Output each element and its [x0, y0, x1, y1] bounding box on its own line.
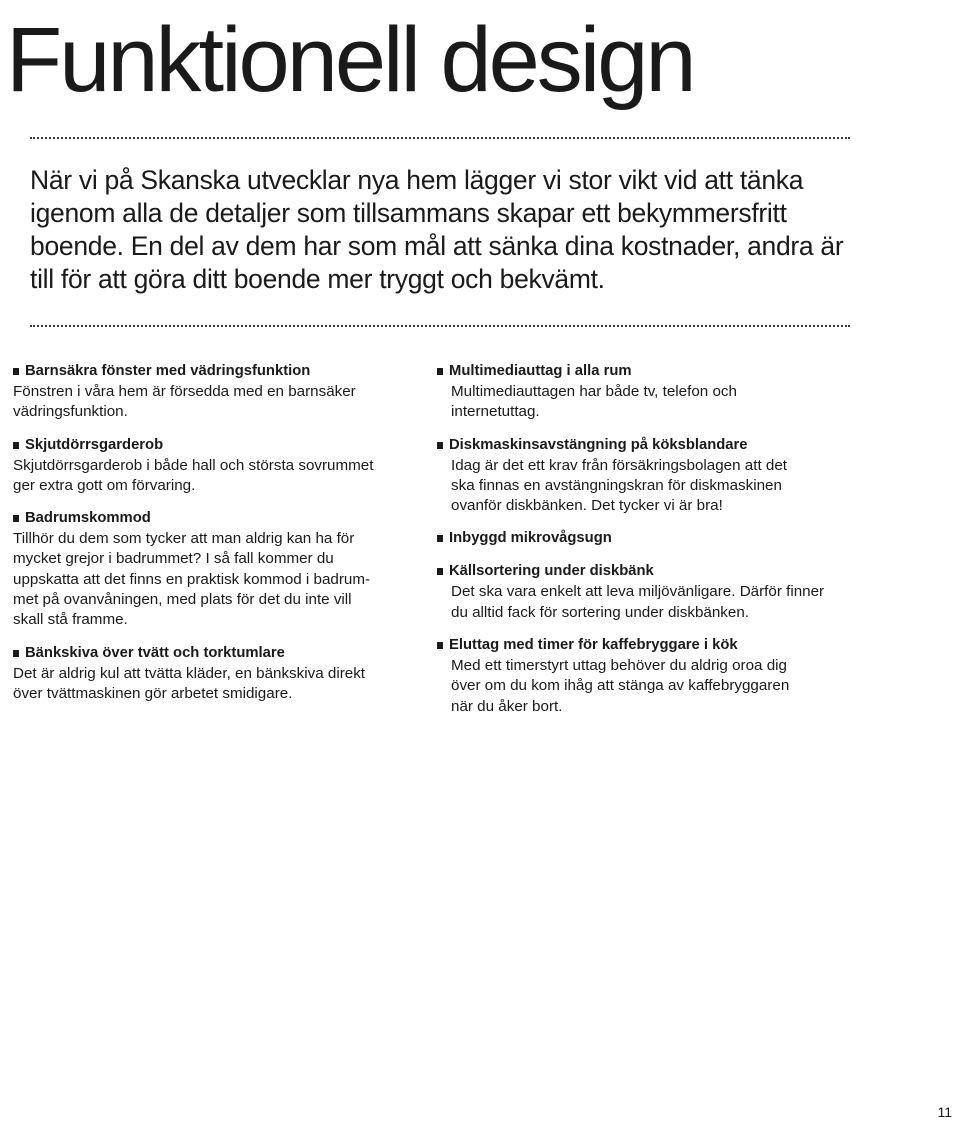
- feature-heading: Källsortering under diskbänk: [449, 563, 654, 580]
- description-line: Det är aldrig kul att tvätta kläder, en bänkskiva direkt: [13, 664, 366, 682]
- square-bullet-icon: [437, 535, 443, 542]
- feature-description: [13, 664, 413, 705]
- description-line: Skjutdörrsgarderob i både hall och största sovrummet: [13, 456, 374, 474]
- feature-description: [437, 656, 857, 717]
- feature-item: [13, 643, 413, 705]
- description-line: Fönstren i våra hem är försedda med en barnsäker: [13, 383, 356, 400]
- description-line: mycket grejor i badrummet? I så fall kommer du: [13, 550, 334, 568]
- square-bullet-icon: [437, 642, 443, 649]
- description-line: Multimediauttagen har både tv, telefon och: [451, 383, 737, 400]
- feature-description: [437, 456, 857, 517]
- description-line: internetuttag.: [451, 403, 540, 421]
- description-line: över om du kom ihåg att stänga av kaffebryggaren: [451, 677, 790, 695]
- description-line: Med ett timerstyrt uttag behöver du aldrig oroa dig: [451, 657, 787, 675]
- description-line: ger extra gott om förvaring.: [13, 476, 196, 494]
- dotted-divider-middle: [30, 325, 850, 327]
- square-bullet-icon: [13, 442, 19, 449]
- description-line: när du åker bort.: [451, 697, 563, 715]
- dotted-divider-top: [30, 137, 850, 139]
- feature-heading: Barnsäkra fönster med vädringsfunktion: [25, 363, 311, 379]
- feature-item: [13, 435, 413, 497]
- description-line: met på ovanvåningen, med plats för det du inte vill: [13, 591, 352, 609]
- feature-description: [437, 382, 857, 423]
- description-line: uppskatta att det finns en praktisk kommod i badrum-: [13, 570, 371, 588]
- feature-heading: Diskmaskinsavstängning på köksblandare: [449, 436, 748, 453]
- right-column: [437, 361, 857, 729]
- feature-heading: Multimediauttag i alla rum: [449, 363, 632, 379]
- square-bullet-icon: [13, 650, 19, 657]
- feature-description: [13, 529, 413, 630]
- feature-description: [437, 582, 857, 623]
- description-line: vädringsfunktion.: [13, 403, 128, 421]
- description-line: Det ska vara enkelt att leva miljövänligare. Därför finner: [451, 583, 825, 601]
- feature-item: [13, 361, 413, 423]
- feature-heading: Badrumskommod: [25, 510, 151, 527]
- square-bullet-icon: [13, 515, 19, 522]
- square-bullet-icon: [437, 442, 443, 449]
- feature-item: [13, 508, 413, 630]
- feature-description: [13, 456, 413, 497]
- feature-item: [437, 561, 857, 623]
- feature-heading: Inbyggd mikrovågsugn: [449, 530, 612, 547]
- feature-item: [437, 435, 857, 517]
- feature-item: [437, 361, 857, 423]
- square-bullet-icon: [437, 568, 443, 575]
- square-bullet-icon: [13, 368, 19, 375]
- description-line: Tillhör du dem som tycker att man aldrig kan ha för: [13, 530, 355, 548]
- feature-item: [437, 528, 857, 549]
- page-title: Funktionell design: [6, 9, 694, 111]
- description-line: skall stå framme.: [13, 611, 128, 629]
- left-column: [13, 361, 413, 716]
- feature-heading: Bänkskiva över tvätt och torktumlare: [25, 644, 285, 661]
- feature-description: [13, 382, 413, 423]
- feature-heading: Skjutdörrsgarderob: [25, 436, 164, 453]
- feature-item: [437, 635, 857, 717]
- description-line: du alltid fack för sortering under diskbänken.: [451, 603, 750, 621]
- square-bullet-icon: [437, 368, 443, 375]
- description-line: Idag är det ett krav från försäkringsbolagen att det: [451, 456, 788, 474]
- intro-paragraph: När vi på Skanska utvecklar nya hem lägger vi stor vikt vid att tänka igenom alla de detaljer som tillsammans skapar ett bekymmersfritt boende. En del av dem har som mål att sänka dina kostnader, andra är till för att göra ditt boende mer tryggt och bekvämt.: [30, 165, 844, 294]
- description-line: ska finnas en avstängningskran för diskmaskinen: [451, 476, 782, 494]
- description-line: ovanför diskbänken. Det tycker vi är bra!: [451, 497, 723, 515]
- description-line: över tvättmaskinen gör arbetet smidigare.: [13, 684, 293, 702]
- feature-heading: Eluttag med timer för kaffebryggare i kök: [449, 637, 738, 654]
- page-number: 11: [937, 1104, 952, 1120]
